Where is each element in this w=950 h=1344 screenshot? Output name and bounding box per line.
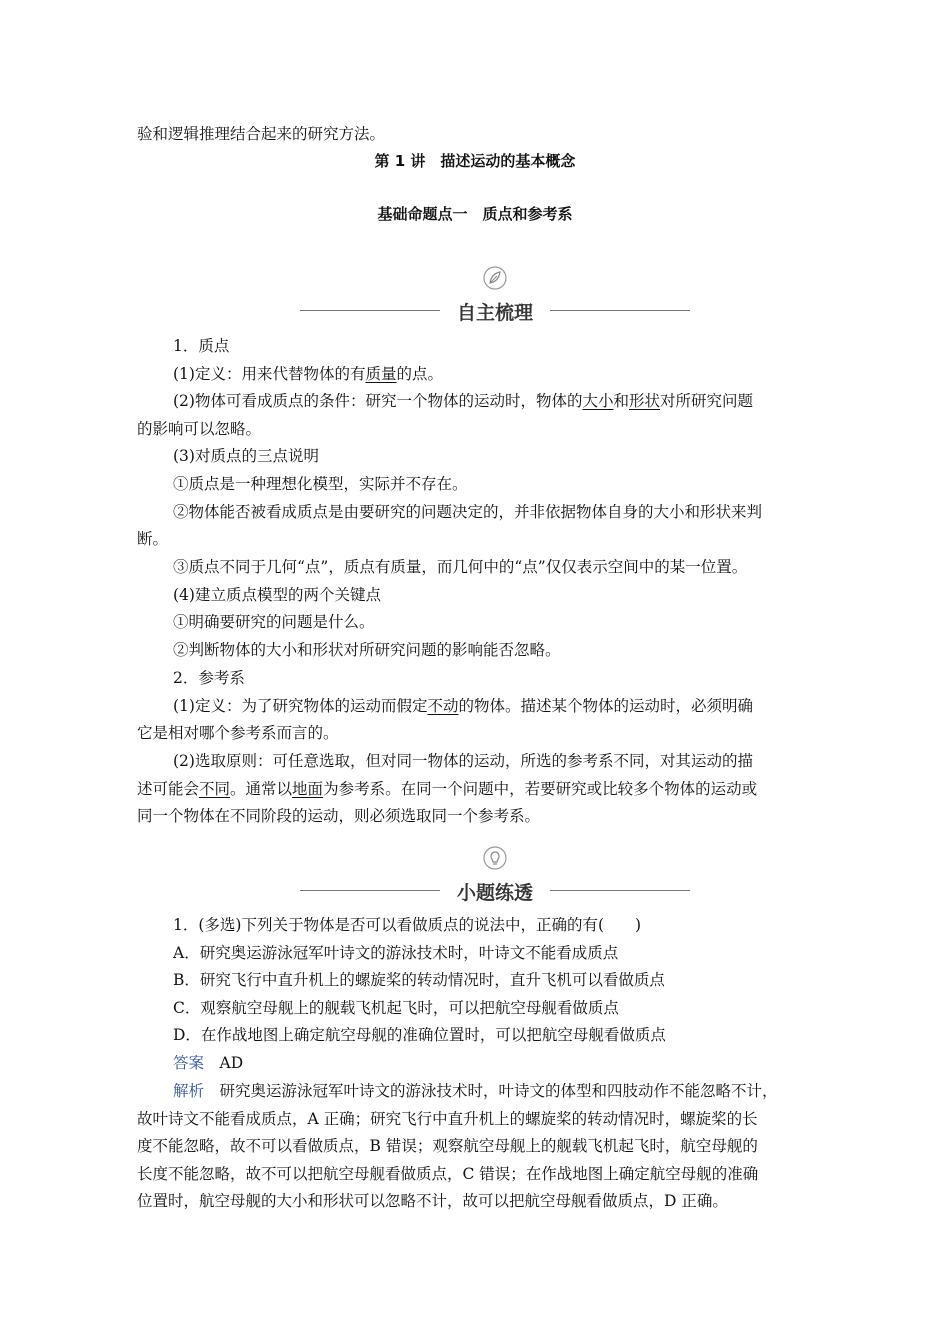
blank-answer: 不同 — [199, 780, 231, 798]
answer-value: AD — [219, 1054, 244, 1072]
divider-right — [550, 310, 690, 311]
blank-answer: 不动 — [427, 697, 459, 715]
paragraph: 断。 — [137, 530, 169, 548]
answer-label: 答案 — [173, 1054, 205, 1072]
paragraph: (2)物体可看成质点的条件：研究一个物体的运动时，物体的大小和形状对所研究问题 — [173, 392, 754, 410]
paragraph: ②物体能否被看成质点是由要研究的问题决定的，并非依据物体自身的大小和形状来判 — [173, 503, 763, 521]
section-title: 自主梳理 — [456, 302, 533, 324]
lightbulb-icon — [483, 846, 507, 870]
option-b: B．研究飞行中直升机上的螺旋桨的转动情况时，直升飞机可以看做质点 — [173, 971, 665, 989]
divider-left — [300, 890, 440, 891]
blank-answer: 大小 — [582, 392, 614, 410]
explanation-line: 长度不能忽略，故不可以把航空母舰看做质点，C 错误；在作战地图上确定航空母舰的准确 — [137, 1165, 759, 1183]
option-a: A．研究奥运游泳冠军叶诗文的游泳技术时，叶诗文不能看成质点 — [173, 944, 619, 962]
heading-zhidian: 1．质点 — [173, 337, 230, 355]
explanation-line: 解析 研究奥运游泳冠军叶诗文的游泳技术时，叶诗文的体型和四肢动作不能忽略不计， — [173, 1082, 778, 1100]
paragraph: ②判断物体的大小和形状对所研究问题的影响能否忽略。 — [173, 641, 561, 659]
section-title: 小题练透 — [456, 882, 533, 904]
paragraph: 的影响可以忽略。 — [137, 420, 262, 438]
blank-answer: 质量 — [365, 365, 397, 383]
question-stem: 1．(多选)下列关于物体是否可以看做质点的说法中，正确的有( ) — [173, 916, 642, 934]
divider-right — [550, 890, 690, 891]
explanation-label: 解析 — [173, 1082, 205, 1100]
paragraph: (2)选取原则：可任意选取，但对同一物体的运动，所选的参考系不同，对其运动的描 — [173, 752, 753, 770]
paragraph: (4)建立质点模型的两个关键点 — [173, 586, 381, 604]
explanation-line: 位置时，航空母舰的大小和形状可以忽略不计，故可以把航空母舰看做质点，D 正确。 — [137, 1192, 728, 1210]
option-c: C．观察航空母舰上的舰载飞机起飞时，可以把航空母舰看做质点 — [173, 999, 619, 1017]
point-title: 基础命题点一 质点和参考系 — [377, 205, 573, 223]
blank-answer: 地面 — [292, 780, 324, 798]
option-d: D．在作战地图上确定航空母舰的准确位置时，可以把航空母舰看做质点 — [173, 1026, 666, 1044]
explanation-line: 度不能忽略，故不可以看做质点，B 错误；观察航空母舰上的舰载飞机起飞时，航空母舰的 — [137, 1137, 758, 1155]
answer-line — [173, 1053, 853, 1073]
intro-tail: 验和逻辑推理结合起来的研究方法。 — [137, 125, 386, 143]
paragraph: 述可能会不同。通常以地面为参考系。在同一个问题中，若要研究或比较多个物体的运动或 — [137, 780, 758, 798]
leaf-icon — [483, 266, 507, 290]
heading-cankaoxi: 2．参考系 — [173, 669, 245, 687]
paragraph: (1)定义：用来代替物体的有质量的点。 — [173, 365, 443, 383]
paragraph: ③质点不同于几何“点”，质点有质量，而几何中的“点”仅仅表示空间中的某一位置。 — [173, 558, 748, 576]
paragraph: 同一个物体在不同阶段的运动，则必须选取同一个参考系。 — [137, 807, 541, 825]
section-header-zizhu — [300, 284, 690, 324]
divider-left — [300, 310, 440, 311]
section-header-xiaoti — [300, 864, 690, 904]
paragraph: ①明确要研究的问题是什么。 — [173, 613, 375, 631]
paragraph: ①质点是一种理想化模型，实际并不存在。 — [173, 475, 468, 493]
explanation-line: 故叶诗文不能看成质点，A 正确；研究飞行中直升机上的螺旋桨的转动情况时，螺旋桨的长 — [137, 1110, 758, 1128]
paragraph: (1)定义：为了研究物体的运动而假定不动的物体。描述某个物体的运动时，必须明确 — [173, 697, 753, 715]
paragraph: (3)对质点的三点说明 — [173, 447, 319, 465]
lecture-title: 第 1 讲 描述运动的基本概念 — [374, 152, 576, 170]
paragraph: 它是相对哪个参考系而言的。 — [137, 724, 339, 742]
blank-answer: 形状 — [629, 392, 661, 410]
